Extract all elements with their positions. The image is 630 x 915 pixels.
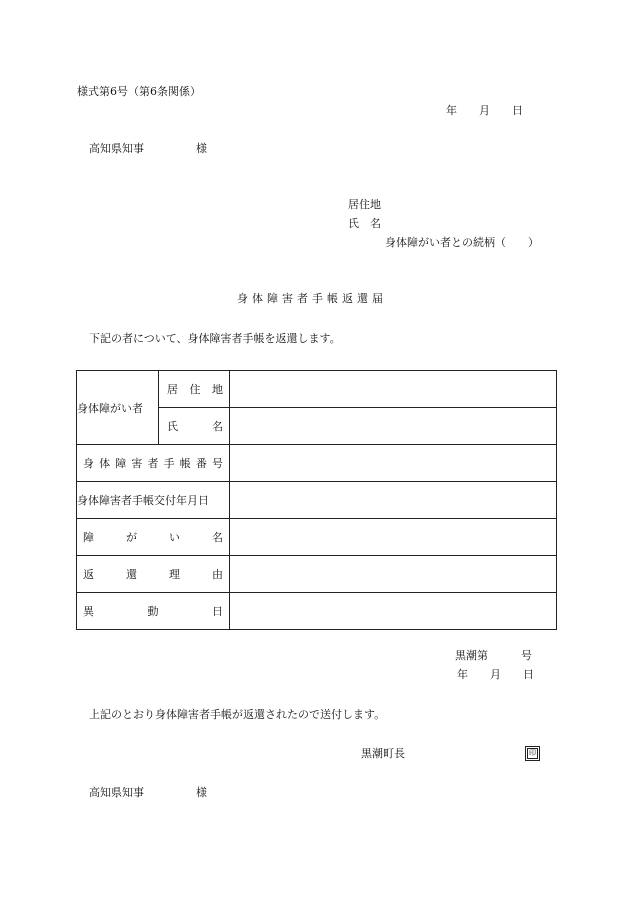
address-label-char: 居: [167, 383, 178, 396]
table-row-issue-date: [77, 482, 557, 519]
return-reason-label-char: 返: [83, 568, 94, 581]
return-reason-label-char: 還: [126, 568, 137, 581]
table-row-address: [77, 371, 557, 408]
name-label-char: 氏: [167, 420, 178, 433]
addressee-honorific: 様: [196, 142, 207, 155]
card-number-label-char: 身: [83, 457, 94, 470]
reference-number: 黒潮第 号: [455, 649, 532, 662]
footer-addressee-name: 高知県知事: [89, 786, 144, 799]
table-row-return-reason: [77, 556, 557, 593]
disability-name-label-cell: [77, 519, 230, 556]
return-reason-label-char: 由: [212, 568, 223, 581]
card-number-label-char: 体: [99, 457, 111, 470]
applicant-name-label: 氏 名: [348, 217, 381, 230]
disability-name-field[interactable]: [230, 519, 557, 556]
mayor-title: 黒潮町長: [361, 747, 405, 760]
document-title: 身体障害者手帳返還届: [237, 292, 387, 305]
address-label-cell: [159, 371, 230, 408]
return-form-table: [76, 370, 557, 630]
card-number-label-char: 番: [195, 457, 207, 470]
card-number-label-char: 号: [212, 457, 223, 470]
card-number-field[interactable]: [230, 445, 557, 482]
card-number-label-char: 帳: [179, 457, 191, 470]
address-label-char: 住: [189, 383, 201, 396]
disability-name-label-char: 障: [83, 531, 94, 544]
seal-char: 印: [529, 749, 536, 757]
name-field[interactable]: [230, 408, 557, 445]
return-reason-field[interactable]: [230, 556, 557, 593]
card-number-label-cell: [77, 445, 230, 482]
disability-name-label-char: が: [126, 531, 137, 544]
change-date-label-cell: [77, 593, 230, 630]
change-date-label-char: 日: [212, 605, 223, 618]
forwarding-notice: 上記のとおり身体障害者手帳が返還されたので送付します。: [89, 708, 386, 721]
return-reason-label-cell: [77, 556, 230, 593]
address-field[interactable]: [230, 371, 557, 408]
table-row-disability-name: [77, 519, 557, 556]
disability-name-label-char: 名: [212, 531, 223, 544]
person-group-label: 身体障がい者: [77, 371, 159, 445]
address-label-char: 地: [212, 383, 223, 396]
addressee-name: 高知県知事: [89, 142, 144, 155]
card-number-label-char: 手: [163, 457, 175, 470]
issue-date-field[interactable]: [230, 482, 557, 519]
name-label-char: 名: [212, 420, 223, 433]
issue-date-label: 身体障害者手帳交付年月日: [77, 482, 230, 519]
table-row-card-number: [77, 445, 557, 482]
intro-text: 下記の者について、身体障害者手帳を返還します。: [89, 332, 341, 345]
return-reason-label-char: 理: [169, 568, 180, 581]
card-number-label-char: 障: [115, 457, 127, 470]
form-number: 様式第6号（第6条関係）: [77, 85, 201, 98]
seal-stamp-box: [525, 746, 540, 761]
applicant-relation-label: 身体障がい者との続柄（ ）: [385, 236, 539, 249]
footer-date: 年 月 日: [457, 668, 534, 681]
disability-name-label-char: い: [169, 531, 180, 544]
change-date-label-char: 動: [147, 605, 159, 618]
change-date-label-char: 異: [83, 605, 94, 618]
name-label-cell: [159, 408, 230, 445]
card-number-label-char: 害: [131, 457, 143, 470]
table-row-change-date: [77, 593, 557, 630]
submission-date: 年 月 日: [446, 104, 523, 117]
applicant-address-label: 居住地: [348, 198, 381, 211]
change-date-field[interactable]: [230, 593, 557, 630]
card-number-label-char: 者: [147, 457, 159, 470]
footer-addressee-honorific: 様: [196, 786, 207, 799]
